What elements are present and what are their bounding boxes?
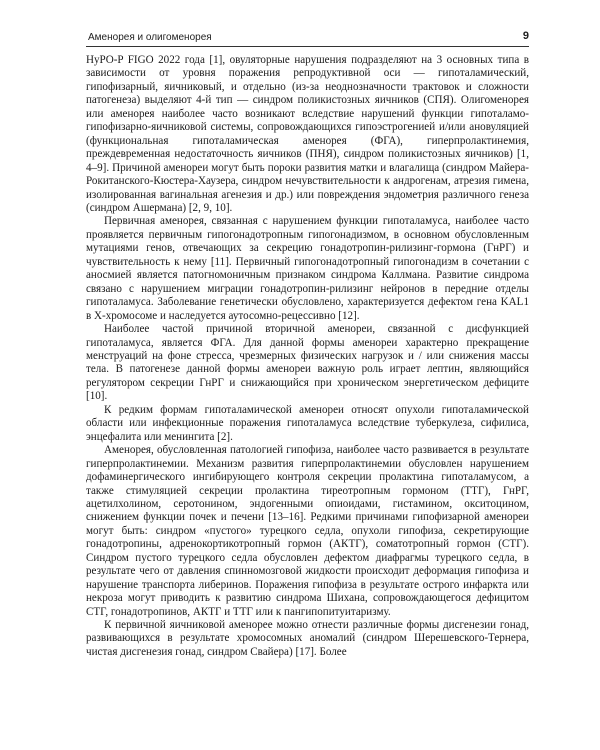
paragraph: Аменорея, обусловленная патологией гипофиза, наиболее часто развивается в результате гиперпролактинемии. Механизм развития гиперпролактинемии обусловлен нарушением дофаминергического ингибирующего контроля секреции пролактина гипоталамусом, а также стимуляцией секреции пролактина тиреотропным гормоном (ТТГ), ГнРГ, ацетилхолином, серотонином, эндогенными опиоидами, гистамином, окситоцином, снижением функции почек и печени [13–16]. Редкими причинами гипофизарной аменореи могут быть: синдром «пустого» турецкого седла, опухоли гипофиза, секретирующие гонадотропины, адренокортикотропный гормон (АКТГ), соматотропный гормон (СТГ). Синдром пустого турецкого седла обусловлен дефектом диафрагмы турецкого седла, в результате чего от давления спинномозговой жидкости происходит деформация гипофиза и нарушение транспорта либеринов. Поражения гипофиза в результате острого инфаркта или некроза могут приводить к развитию синдрома Шихана, сопровождающегося дефицитом СТГ, гонадотропинов, АКТГ и ТТГ или к пангипопитуитаризму.: [86, 444, 529, 618]
paragraph: HyPO-P FIGO 2022 года [1], овуляторные нарушения подразделяют на 3 основных типа в зависимости от уровня поражения репродуктивной оси — гипоталамический, гипофизарный, яичниковый, и отдельно (из-за неоднозначности трактовок и сложности патогенеза) выделяют 4-й тип — синдром поликистозных яичников (СПЯ). Олигоменорея или аменорея наиболее часто возникают вследствие нарушений функции гипоталамо-гипофизарно-яичниковой системы, сопровождающихся гипоэстрогенией и/или ановуляцией (функциональная гипоталамическая аменорея (ФГА), гиперпролактинемия, преждевременная недостаточность яичников (ПНЯ), синдром поликистозных яичников) [1, 4–9]. Причиной аменореи могут быть пороки развития матки и влагалища (синдром Майера-Рокитанского-Кюстера-Хаузера, синдром нечувствительности к андрогенам, атрезия гимена, изолированная вагинальная агенезия и др.) или повреждения эндометрия различного генеза (синдром Ашермана) [2, 9, 10].: [86, 54, 529, 214]
paragraph: Наиболее частой причиной вторичной аменореи, связанной с дисфункцией гипоталамуса, является ФГА. Для данной формы аменореи характерно прекращение менструаций на фоне стресса, чрезмерных физических нагрузок и / или снижения массы тела. В патогенезе данной формы аменореи важную роль играет лептин, являющийся регулятором секреции ГнРГ и снижающийся при хроническом энергетическом дефиците [10].: [86, 323, 529, 403]
running-title: Аменорея и олигоменорея: [88, 32, 212, 43]
paragraph: К редким формам гипоталамической аменореи относят опухоли гипоталамической области или инфекционные поражения гипоталамуса вследствие туберкулеза, сифилиса, энцефалита или менингита [2].: [86, 403, 529, 443]
running-header: [86, 30, 529, 47]
page-number: 9: [522, 30, 529, 42]
body-text: [86, 54, 529, 659]
paragraph: Первичная аменорея, связанная с нарушением функции гипоталамуса, наиболее часто проявляется первичным гипогонадотропным гипогонадизмом, в основном обусловленным мутациями генов, отвечающих за секрецию гонадотропин-рилизинг-гормона (ГнРГ) и чувствительность к нему [11]. Первичный гипогонадотропный гипогонадизм в сочетании с аносмией является патогномоничным признаком синдрома Каллмана. Развитие синдрома связано с нарушением миграции гонадотропин-рилизинг нейронов в передние отделы гипоталамуса. Заболевание генетически обусловлено, характеризуется дефектом гена KAL1 в X-хромосоме и наследуется аутосомно-рецессивно [12].: [86, 215, 529, 322]
paragraph: К первичной яичниковой аменорее можно отнести различные формы дисгенезии гонад, развивающихся в результате хромосомных аномалий (синдром Шерешевского-Тернера, чистая дисгенезия гонад, синдром Свайера) [17]. Более: [86, 619, 529, 658]
